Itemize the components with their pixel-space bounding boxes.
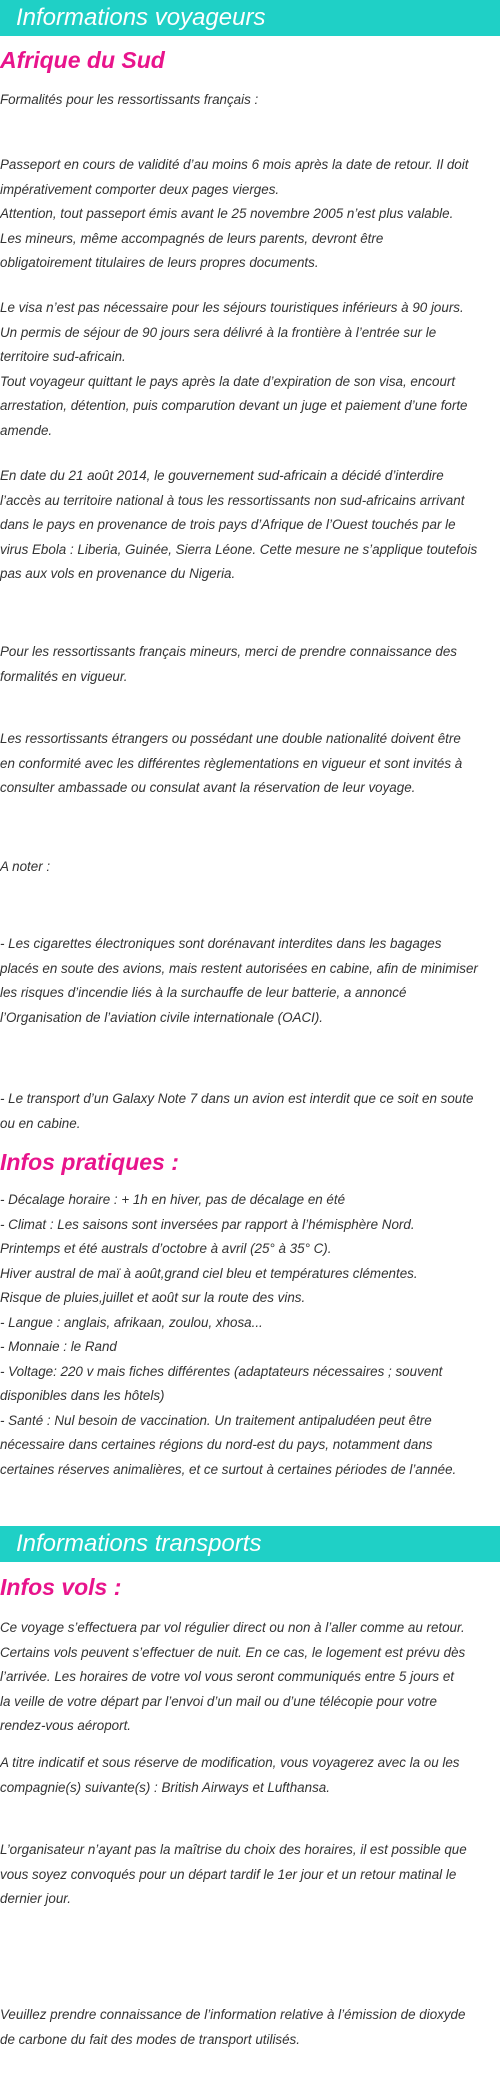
- paragraph-vols-4: Veuillez prendre connaissance de l’information relative à l’émission de dioxyde de carbone du fait des modes de transport utilisés.: [0, 2007, 466, 2047]
- paragraph-vols-2: A titre indicatif et sous réserve de modification, vous voyagerez avec la ou les compagnie(s) suivante(s) : British Airways et Lufthansa.: [0, 1755, 460, 1795]
- paragraph-vols-3: L’organisateur n’ayant pas la maîtrise du choix des horaires, il est possible que vous soyez convoqués pour un départ tardif le 1er jour et un retour matinal le dernier jour.: [0, 1842, 467, 1906]
- band-informations-transports: [0, 1526, 500, 1562]
- infos-pratiques-list: - Décalage horaire : + 1h en hiver, pas de décalage en été - Climat : Les saisons sont inversées par rapport à l’hémisphère Nord. Printemps et été australs d’octobre à avril (25° à 35° C). Hiver austral de maï à août,grand ciel bleu et températures clémentes. Risque de pluies,juillet et août sur la route des vins. - Langue : anglais, afrikaan, zoulou, xhosa... - Monnaie : le Rand - Voltage: 220 v mais fiches différentes (adaptateurs nécessaires ; souvent disponibles dans les hôtels) - Santé : Nul besoin de vaccination. Un traitement antipaludéen peut être nécessaire dans certaines régions du nord-est du pays, notamment dans certaines réserves animalières, et ce surtout à certaines périodes de l’année.: [0, 1192, 457, 1477]
- formalites-intro: Formalités pour les ressortissants français :: [0, 92, 259, 107]
- paragraph-etrangers: Les ressortissants étrangers ou possédant une double nationalité doivent être en conformité avec les différentes règlementations en vigueur et sont invités à consulter ambassade ou consulat avant la réservation de leur voyage.: [0, 731, 463, 795]
- infos-pratiques-title: Infos pratiques :: [0, 1149, 179, 1175]
- paragraph-visa: Le visa n’est pas nécessaire pour les séjours touristiques inférieurs à 90 jours. Un permis de séjour de 90 jours sera délivré à la frontière à l’entrée sur le territoire sud-africain. Tout voyageur quittant le pays après la date d’expiration de son visa, encourt arrestation, détention, puis comparution devant un juge et paiement d’une forte amende.: [0, 300, 468, 438]
- paragraph-cigarettes: - Les cigarettes électroniques sont dorénavant interdites dans les bagages placés en soute des avions, mais restent autorisées en cabine, afin de minimiser les risques d’incendie liés à la surchauffe de leur batterie, a annoncé l’Organisation de l’aviation civile internationale (OACI).: [0, 936, 478, 1025]
- paragraph-mineurs: Pour les ressortissants français mineurs, merci de prendre connaissance des formalités en vigueur.: [0, 644, 457, 684]
- country-title: Afrique du Sud: [0, 47, 165, 73]
- band-informations-voyageurs: [0, 0, 500, 36]
- paragraph-vols-1: Ce voyage s’effectuera par vol régulier direct ou non à l’aller comme au retour. Certains vols peuvent s’effectuer de nuit. En ce cas, le logement est prévu dès l’arrivée. Les horaires de votre vol vous seront communiqués entre 5 jours et la veille de votre départ par l’envoi d’un mail ou d’une télécopie pour votre rendez-vous aéroport.: [0, 1620, 466, 1733]
- band-title: Informations voyageurs: [16, 4, 266, 31]
- a-noter: A noter :: [0, 859, 51, 874]
- paragraph-passeport: Passeport en cours de validité d’au moins 6 mois après la date de retour. Il doit impérativement comporter deux pages vierges. Attention, tout passeport émis avant le 25 novembre 2005 n’est plus valable. Les mineurs, même accompagnés de leurs parents, devront être obligatoirement titulaires de leurs propres documents.: [0, 157, 469, 270]
- band-title: Informations transports: [16, 1530, 262, 1557]
- paragraph-ebola: En date du 21 août 2014, le gouvernement sud-africain a décidé d’interdire l’accès au territoire national à tous les ressortissants non sud-africains arrivant dans le pays en provenance de trois pays d’Afrique de l’Ouest touchés par le virus Ebola : Liberia, Guinée, Sierra Léone. Cette mesure ne s’applique toutefois pas aux vols en provenance du Nigeria.: [0, 468, 478, 581]
- paragraph-galaxy: - Le transport d’un Galaxy Note 7 dans un avion est interdit que ce soit en soute ou en cabine.: [0, 1091, 474, 1131]
- infos-vols-title: Infos vols :: [0, 1574, 122, 1600]
